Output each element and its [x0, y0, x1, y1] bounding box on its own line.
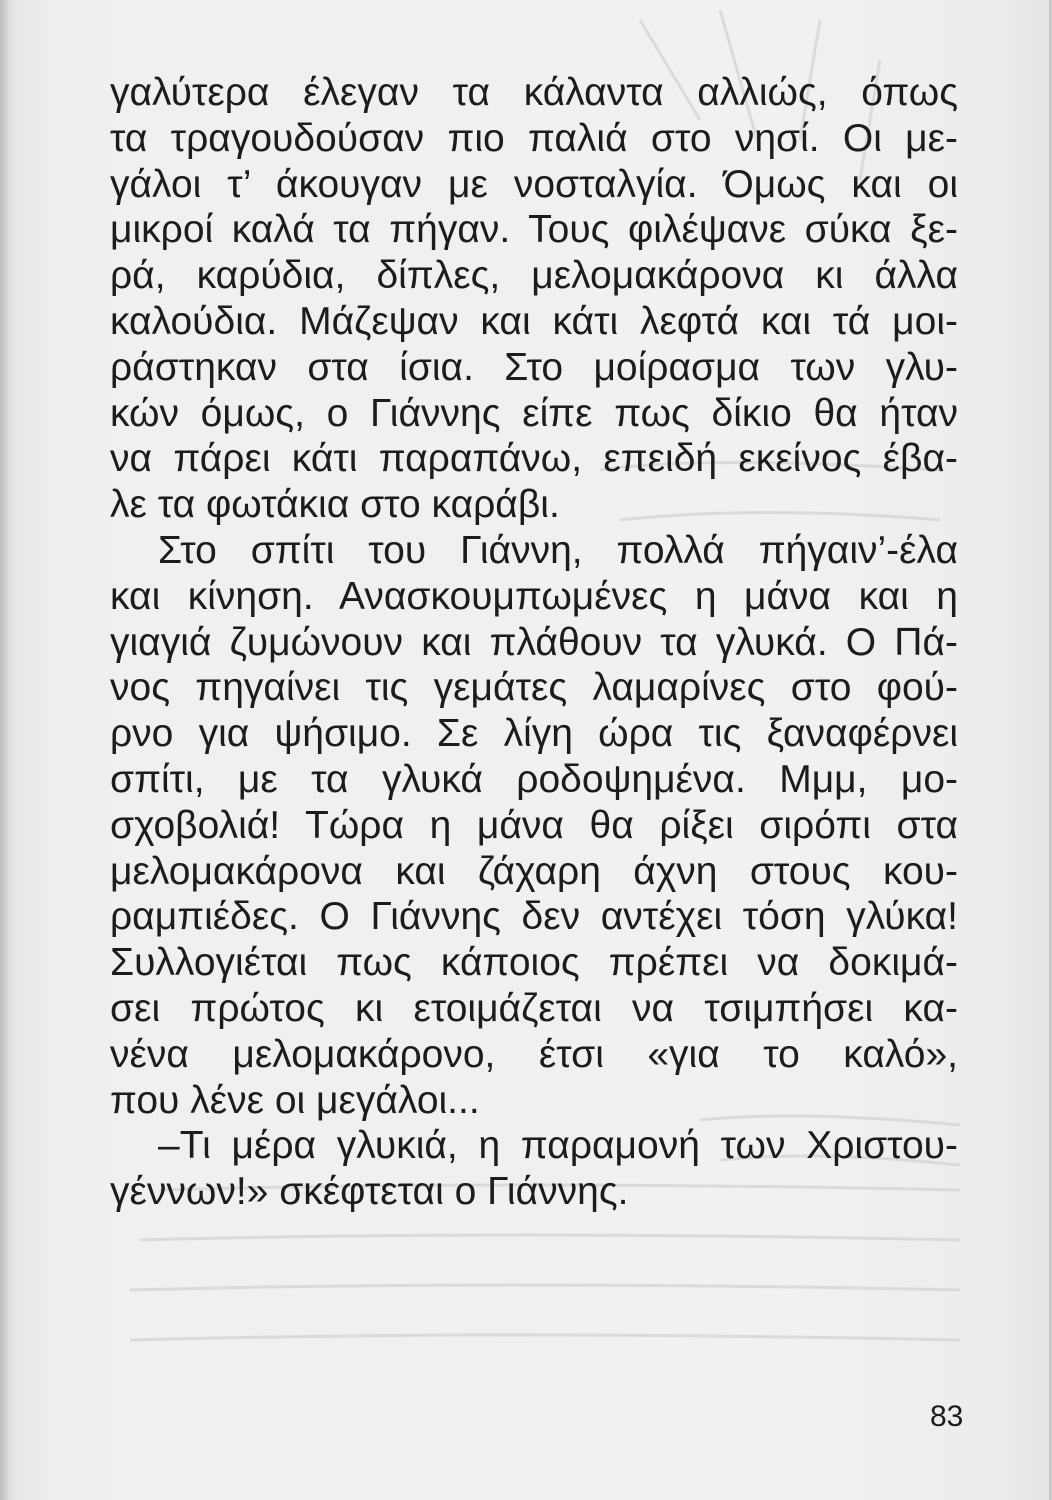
text-line: Συλλογιέται πως κάποιος πρέπει να δοκιμά-	[110, 941, 958, 985]
text-line: κών όμως, ο Γιάννης είπε πως δίκιο θα ήταν	[110, 391, 958, 435]
text-line: γαλύτερα έλεγαν τα κάλαντα αλλιώς, όπως	[110, 71, 958, 114]
text-line: ράστηκαν στα ίσια. Στο μοίρασμα των γλυ-	[110, 345, 958, 389]
text-line: γέννων!» σκέφτεται ο Γιάννης.	[110, 1170, 629, 1214]
text-line: και κίνηση. Ανασκουμπωμένες η μάνα και η	[110, 574, 958, 618]
text-line: σχοβολιά! Τώρα η μάνα θα ρίξει σιρόπι στα	[110, 803, 958, 847]
text-line: γιαγιά ζυμώνουν και πλάθουν τα γλυκά. Ο Πά-	[110, 620, 958, 664]
page-number: 83	[930, 1400, 964, 1433]
text-line: νένα μελομακάρονο, έτσι «για το καλό»,	[110, 1032, 958, 1076]
spine-shadow	[0, 0, 10, 1500]
text-line: Στο σπίτι του Γιάννη, πολλά πήγαιν’-έλα	[158, 528, 958, 572]
body-text	[110, 70, 958, 1215]
text-line: καλούδια. Μάζεψαν και κάτι λεφτά και τά μοι-	[110, 299, 958, 343]
text-line: λε τα φωτάκια στο καράβι.	[110, 483, 560, 527]
text-line: νος πηγαίνει τις γεμάτες λαμαρίνες στο φού-	[110, 666, 958, 710]
text-line: μελομακάρονα και ζάχαρη άχνη στους κου-	[110, 849, 958, 893]
paragraph	[110, 528, 958, 1123]
text-line: ρά, καρύδια, δίπλες, μελομακάρονα κι άλλα	[110, 254, 958, 298]
text-line: ραμπιέδες. Ο Γιάννης δεν αντέχει τόση γλύκα!	[110, 895, 958, 939]
text-line: –Τι μέρα γλυκιά, η παραμονή των Χριστου-	[158, 1124, 958, 1168]
text-line: σπίτι, με τα γλυκά ροδοψημένα. Μμμ, μο-	[110, 757, 958, 801]
text-line: ρνο για ψήσιμο. Σε λίγη ώρα τις ξαναφέρνει	[110, 712, 958, 756]
text-line: γάλοι τ’ άκουγαν με νοσταλγία. Όμως και οι	[110, 162, 958, 206]
text-line: που λένε οι μεγάλοι...	[110, 1078, 480, 1122]
text-line: μικροί καλά τα πήγαν. Τους φιλέψανε σύκα ξε-	[110, 208, 958, 252]
paragraph	[110, 70, 958, 528]
text-line: σει πρώτος κι ετοιμάζεται να τσιμπήσει κα-	[110, 986, 958, 1030]
text-line: τα τραγουδούσαν πιο παλιά στο νησί. Οι με-	[110, 116, 958, 160]
paragraph	[110, 1123, 958, 1215]
text-line: να πάρει κάτι παραπάνω, επειδή εκείνος έβα-	[110, 437, 958, 481]
